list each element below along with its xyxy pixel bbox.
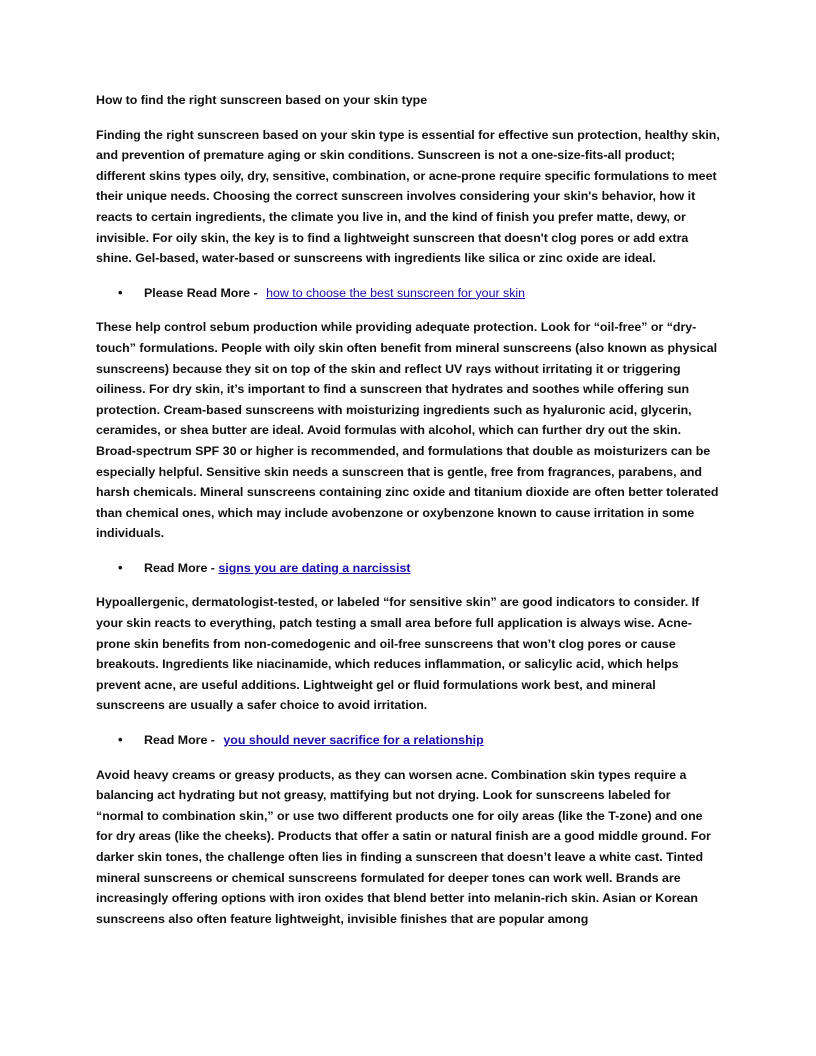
bullet-icon: • <box>118 284 123 300</box>
document-title: How to find the right sunscreen based on your skin type <box>96 93 428 107</box>
paragraph-combination-darker-tones: Avoid heavy creams or greasy products, as they can worsen acne. Combination skin types require a balancing act hydrating but not greasy, mattifying but not drying. Look for sunscreens labeled for “normal to combination skin,” or use two different products one for oily areas (like the T-zone) and one for dry areas (like the cheeks). Products that offer a satin or natural finish are a good middle ground. For darker skin tones, the challenge often lies in finding a sunscreen that doesn’t leave a white cast. Tinted mineral sunscreens or chemical sunscreens formulated for deeper tones can work well. Brands are increasingly offering options with iron oxides that blend better into melanin-rich skin. Asian or Korean sunscreens also often feature lightweight, invisible finishes that are popular among <box>96 767 711 926</box>
narcissist-article-link[interactable]: signs you are dating a narcissist <box>218 560 411 575</box>
bullet-item-relationship-link <box>96 730 720 751</box>
bullet-item-narcissist-link <box>96 558 720 579</box>
bullet-item-sunscreen-link <box>96 283 720 304</box>
paragraph-intro: Finding the right sunscreen based on your skin type is essential for effective sun protection, healthy skin, and prevention of premature aging or skin conditions. Sunscreen is not a one-size-fits-all product; different skins types oily, dry, sensitive, combination, or acne-prone require specific formulations to meet their unique needs. Choosing the correct sunscreen involves considering your skin's behavior, how it reacts to certain ingredients, the climate you live in, and the kind of finish you prefer matte, dewy, or invisible. For oily skin, the key is to find a lightweight sunscreen that doesn't clog pores or add extra shine. Gel-based, water-based or sunscreens with ingredients like silica or zinc oxide are ideal. <box>96 127 720 266</box>
paragraph-acne-prone: Hypoallergenic, dermatologist-tested, or labeled “for sensitive skin” are good indicators to consider. If your skin reacts to everything, patch testing a small area before full application is always wise. Acne-prone skin benefits from non-comedogenic and oil-free sunscreens that won’t clog pores or cause breakouts. Ingredients like niacinamide, which reduces inflammation, or salicylic acid, which helps prevent acne, are useful additions. Lightweight gel or fluid formulations work best, and mineral sunscreens are usually a safer choice to avoid irritation. <box>96 595 700 713</box>
paragraph-oily-dry-sensitive: These help control sebum production while providing adequate protection. Look for “oil-free” or “dry-touch” formulations. People with oily skin often benefit from mineral sunscreens (also known as physical sunscreens) because they sit on top of the skin and reflect UV rays without irritating it or triggering oiliness. For dry skin, it’s important to find a sunscreen that hydrates and soothes while offering sun protection. Cream-based sunscreens with moisturizing ingredients such as hyaluronic acid, glycerin, ceramides, or shea butter are ideal. Avoid formulas with alcohol, which can further dry out the skin. Broad-spectrum SPF 30 or higher is recommended, and formulations that double as moisturizers can be especially helpful. Sensitive skin needs a sunscreen that is gentle, free from fragrances, parabens, and harsh chemicals. Mineral sunscreens containing zinc oxide and titanium dioxide are often better tolerated than chemical ones, which may include avobenzone or oxybenzone known to cause irritation in some individuals. <box>96 320 719 541</box>
relationship-article-link[interactable]: you should never sacrifice for a relationship <box>223 733 484 748</box>
bullet-label: Please Read More - <box>144 285 258 300</box>
bullet-label: Read More - <box>144 560 215 575</box>
sunscreen-guide-link[interactable]: how to choose the best sunscreen for your skin <box>266 285 526 300</box>
bullet-label: Read More - <box>144 733 215 748</box>
bullet-icon: • <box>118 559 123 575</box>
document-page <box>96 90 720 943</box>
bullet-icon: • <box>118 732 123 748</box>
